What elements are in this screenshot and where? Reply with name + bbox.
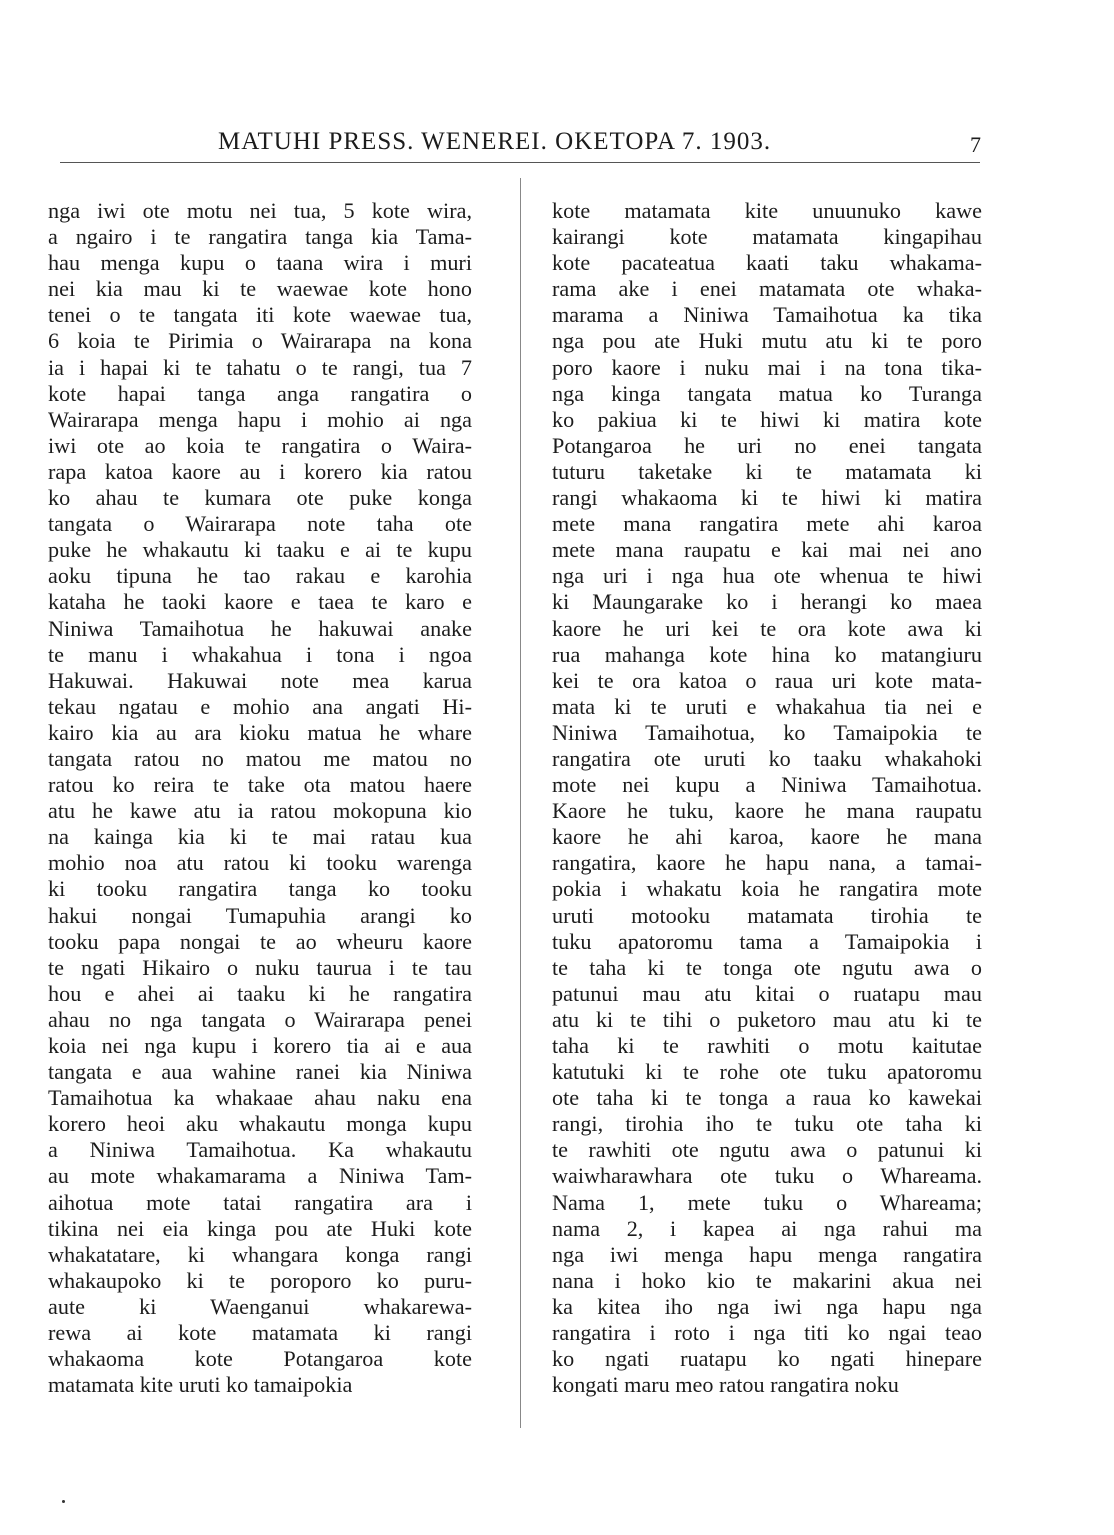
text-line: aihotua mote tatai rangatira ara i <box>48 1189 472 1215</box>
text-line: te manu i whakahua i tona i ngoa <box>48 641 472 667</box>
text-line: a ngairo i te rangatira tanga kia Tama- <box>48 224 472 250</box>
text-line: ki Maungarake ko i herangi ko maea <box>552 589 982 615</box>
text-line: iwi ote ao koia te rangatira o Waira- <box>48 432 472 458</box>
text-line: au mote whakamarama a Niniwa Tam- <box>48 1163 472 1189</box>
text-line: ko pakiua ki te hiwi ki matira kote <box>552 406 982 432</box>
text-line: rapa katoa kaore au i korero kia ratou <box>48 458 472 484</box>
text-line: Tamaihotua ka whakaae ahau naku ena <box>48 1085 472 1111</box>
text-line: pokia i whakatu koia he rangatira mote <box>552 876 982 902</box>
text-line: aoku tipuna he tao rakau e karohia <box>48 563 472 589</box>
text-line: koia nei nga kupu i korero tia ai e aua <box>48 1033 472 1058</box>
text-line: atu ki te tihi o puketoro mau atu ki te <box>552 1006 982 1032</box>
text-line: tuku apatoromu tama a Tamaipokia i <box>552 928 982 954</box>
text-line: rangatira i roto i nga titi ko ngai teao <box>552 1320 982 1346</box>
text-line: Potangaroa he uri no enei tangata <box>552 432 982 458</box>
text-line: hau menga kupu o taana wira i muri <box>48 250 472 276</box>
text-line: Kaore he tuku, kaore he mana raupatu <box>552 798 982 824</box>
text-line: kote pacateatua kaati taku whakama- <box>552 250 982 276</box>
text-line: Niniwa Tamaihotua, ko Tamaipokia te <box>552 719 982 745</box>
text-line: hou e ahei ai taaku ki he rangatira <box>48 980 472 1006</box>
text-line: uruti motooku matamata tirohia te <box>552 902 982 928</box>
text-line: na kainga kia ki te mai ratau kua <box>48 824 472 850</box>
text-line: whakaupoko ki te poroporo ko puru- <box>48 1267 472 1293</box>
text-line: tuturu taketake ki te matamata ki <box>552 458 982 484</box>
text-line: mata ki te uruti e whakahua tia nei e <box>552 693 982 719</box>
text-line: ratou ko reira te take ota matou haere <box>48 772 472 798</box>
text-line: tikina nei eia kinga pou ate Huki kote <box>48 1215 472 1241</box>
text-line: nga iwi ote motu nei tua, 5 kote wira, <box>48 198 472 223</box>
text-line: te ngati Hikairo o nuku taurua i te tau <box>48 954 472 980</box>
text-line: a Niniwa Tamaihotua. Ka whakautu <box>48 1137 472 1163</box>
text-line: atu he kawe atu ia ratou mokopuna kio <box>48 798 472 824</box>
text-line: nga uri i nga hua ote whenua te hiwi <box>552 563 982 589</box>
text-line: kaore he ahi karoa, kaore he mana <box>552 824 982 850</box>
text-line: tooku papa nongai te ao wheuru kaore <box>48 928 472 954</box>
text-line: kote matamata kite unuunuko kawe <box>552 198 982 223</box>
text-line: tekau ngatau e mohio ana angati Hi- <box>48 693 472 719</box>
text-line: nana i hoko kio te makarini akua nei <box>552 1267 982 1293</box>
column-divider <box>520 178 521 1428</box>
text-line: matamata kite uruti ko tamaipokia <box>48 1372 353 1398</box>
text-line: tangata e aua wahine ranei kia Niniwa <box>48 1059 472 1085</box>
text-line: mohio noa atu ratou ki tooku warenga <box>48 850 472 876</box>
text-line: rua mahanga kote hina ko matangiuru <box>552 641 982 667</box>
text-line: tenei o te tangata iti kote waewae tua, <box>48 302 472 328</box>
text-line: taha ki te rawhiti o motu kaitutae <box>552 1033 982 1058</box>
text-line: poro kaore i nuku mai i na tona tika- <box>552 354 982 380</box>
page-number: 7 <box>970 132 981 157</box>
text-line: marama a Niniwa Tamaihotua ka tika <box>552 302 982 328</box>
text-line: rama ake i enei matamata ote whaka- <box>552 276 982 302</box>
text-line: mete mana raupatu e kai mai nei ano <box>552 537 982 563</box>
text-line: tangata o Wairarapa note taha ote <box>48 511 472 537</box>
text-line: ko ahau te kumara ote puke konga <box>48 485 472 511</box>
text-line: hakui nongai Tumapuhia arangi ko <box>48 902 472 928</box>
left-column <box>48 198 472 1398</box>
newspaper-masthead: MATUHI PRESS. WENEREI. OKETOPA 7. 1903. <box>218 128 772 155</box>
text-line: Niniwa Tamaihotua he hakuwai anake <box>48 615 472 641</box>
text-line: whakatatare, ki whangara konga rangi <box>48 1241 472 1267</box>
text-line: Hakuwai. Hakuwai note mea karua <box>48 667 472 693</box>
text-line: kongati maru meo ratou rangatira noku <box>552 1372 899 1398</box>
text-line: tangata ratou no matou me matou no <box>48 745 472 771</box>
text-line: nga kinga tangata matua ko Turanga <box>552 380 982 406</box>
text-line: te rawhiti ote ngutu awa o patunui ki <box>552 1137 982 1163</box>
header-rule <box>60 162 980 163</box>
text-line: ko ngati ruatapu ko ngati hinepare <box>552 1346 982 1372</box>
text-line: te taha ki te tonga ote ngutu awa o <box>552 954 982 980</box>
text-line: rangi, tirohia iho te tuku ote taha ki <box>552 1111 982 1137</box>
text-line: rangatira ote uruti ko taaku whakahoki <box>552 745 982 771</box>
text-line: 6 koia te Pirimia o Wairarapa na kona <box>48 328 472 354</box>
text-line: Nama 1, mete tuku o Whareama; <box>552 1189 982 1215</box>
text-line: mote nei kupu a Niniwa Tamaihotua. <box>552 772 982 798</box>
text-line: nei kia mau ki te waewae kote hono <box>48 276 472 302</box>
text-line: kote hapai tanga anga rangatira o <box>48 380 472 406</box>
text-line: whakaoma kote Potangaroa kote <box>48 1346 472 1372</box>
text-line: ahau no nga tangata o Wairarapa penei <box>48 1006 472 1032</box>
text-line: rewa ai kote matamata ki rangi <box>48 1320 472 1346</box>
text-line: waiwharawhara ote tuku o Whareama. <box>552 1163 982 1189</box>
text-line: aute ki Waenganui whakarewa- <box>48 1293 472 1319</box>
text-line: patunui mau atu kitai o ruatapu mau <box>552 980 982 1006</box>
text-line: kaore he uri kei te ora kote awa ki <box>552 615 982 641</box>
right-column <box>552 198 982 1398</box>
text-line: kairo kia au ara kioku matua he whare <box>48 719 472 745</box>
text-line: Wairarapa menga hapu i mohio ai nga <box>48 406 472 432</box>
text-line: ia i hapai ki te tahatu o te rangi, tua 7 <box>48 354 472 380</box>
text-line: mete mana rangatira mete ahi karoa <box>552 511 982 537</box>
text-line: puke he whakautu ki taaku e ai te kupu <box>48 537 472 563</box>
text-line: ka kitea iho nga iwi nga hapu nga <box>552 1293 982 1319</box>
text-line: kataha he taoki kaore e taea te karo e <box>48 589 472 615</box>
text-line: korero heoi aku whakautu monga kupu <box>48 1111 472 1137</box>
text-line: ki tooku rangatira tanga ko tooku <box>48 876 472 902</box>
text-line: ote taha ki te tonga a raua ko kawekai <box>552 1085 982 1111</box>
text-line: rangatira, kaore he hapu nana, a tamai- <box>552 850 982 876</box>
ink-speck <box>62 1500 65 1503</box>
text-line: nama 2, i kapea ai nga rahui ma <box>552 1215 982 1241</box>
text-line: kei te ora katoa o raua uri kote mata- <box>552 667 982 693</box>
text-line: kairangi kote matamata kingapihau <box>552 224 982 250</box>
text-line: nga iwi menga hapu menga rangatira <box>552 1241 982 1267</box>
text-line: nga pou ate Huki mutu atu ki te poro <box>552 328 982 354</box>
text-line: katutuki ki te rohe ote tuku apatoromu <box>552 1059 982 1085</box>
text-line: rangi whakaoma ki te hiwi ki matira <box>552 485 982 511</box>
